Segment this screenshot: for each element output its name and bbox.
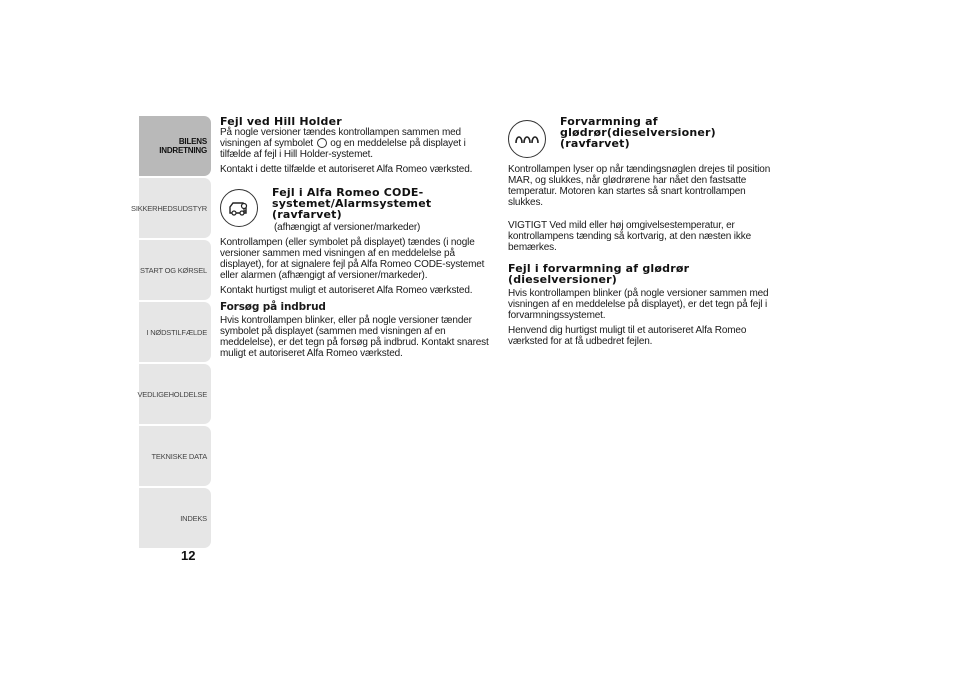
key-car-icon bbox=[220, 189, 258, 227]
glow-plug-icon bbox=[508, 120, 546, 158]
code-system-contact: Kontakt hurtigst muligt et autoriseret Alfa Romeo værksted. bbox=[220, 285, 473, 296]
preheating-header bbox=[508, 116, 782, 160]
tab-sikkerhedsudstyr[interactable]: SIKKERHEDSUDSTYR bbox=[139, 178, 211, 238]
tab-i-nodstilfaelde[interactable]: I NØDSTILFÆLDE bbox=[139, 302, 211, 362]
hill-holder-contact: Kontakt i dette tilfælde et autoriseret Alfa Romeo værksted. bbox=[220, 164, 473, 175]
tab-bilens-indretning[interactable]: BILENS INDRETNING bbox=[139, 116, 211, 176]
tab-indeks[interactable]: INDEKS bbox=[139, 488, 211, 548]
code-system-heading: Fejl i Alfa Romeo CODE-systemet/Alarmsystemet (ravfarvet) bbox=[272, 186, 432, 221]
preheating-fault-paragraph: Hvis kontrollampen blinker (på nogle versioner sammen med visningen af en meddelelse på displayet), er det tegn på fejl i forvarmningssystemet. bbox=[508, 288, 769, 321]
break-in-paragraph: Hvis kontrollampen blinker, eller på nogle versioner tænder symbolet på displayet (sammen med visningen af en meddelelse), er det tegn på forsøg på indbrud. Kontakt snarest muligt et autoriseret Alfa Romeo værksted. bbox=[220, 315, 489, 359]
page-number: 12 bbox=[181, 548, 196, 563]
break-in-heading: Forsøg på indbrud bbox=[220, 301, 326, 313]
left-column bbox=[220, 116, 494, 363]
hill-holder-symbol-icon bbox=[317, 138, 327, 148]
preheating-heading: Forvarmning af glødrør(dieselversioner) (ravfarvet) bbox=[560, 115, 716, 150]
preheating-important: VIGTIGT Ved mild eller høj omgivelsestemperatur, er kontrollampens tænding så kortvarig, at den næsten ikke bemærkes. bbox=[508, 220, 751, 253]
hill-holder-paragraph: På nogle versioner tændes kontrollampen sammen med visningen af symbolet og en meddelelse på displayet i tilfælde af fejl i Hill Holder-systemet. bbox=[220, 127, 466, 160]
chapter-sidebar bbox=[131, 116, 211, 550]
preheating-fault-heading: Fejl i forvarmning af glødrør (dieselversioner) bbox=[508, 262, 690, 286]
hill-holder-heading: Fejl ved Hill Holder bbox=[220, 115, 342, 128]
tab-start-og-korsel[interactable]: START OG KØRSEL bbox=[139, 240, 211, 300]
code-system-header bbox=[220, 187, 494, 233]
code-system-paragraph: Kontrollampen (eller symbolet på displayet) tændes (i nogle versioner sammen med visningen af en meddelelse på displayet), for at signalere fejl på Alfa Romeo CODE-systemet eller alarmen (afhængigt af versioner/markeder). bbox=[220, 237, 485, 281]
tab-vedligeholdelse[interactable]: VEDLIGEHOLDELSE bbox=[139, 364, 211, 424]
tab-tekniske-data[interactable]: TEKNISKE DATA bbox=[139, 426, 211, 486]
right-column bbox=[508, 116, 782, 351]
preheating-fault-contact: Henvend dig hurtigst muligt til et autoriseret Alfa Romeo værksted for at få udbedret fejlen. bbox=[508, 325, 747, 347]
code-system-subtitle: (afhængigt af versioner/markeder) bbox=[274, 222, 421, 233]
preheating-paragraph: Kontrollampen lyser op når tændingsnøglen drejes til position MAR, og slukkes, når glødrørene har nået den fastsatte temperatur. Motoren kan startes så snart kontrollampen slukkes. bbox=[508, 164, 771, 208]
